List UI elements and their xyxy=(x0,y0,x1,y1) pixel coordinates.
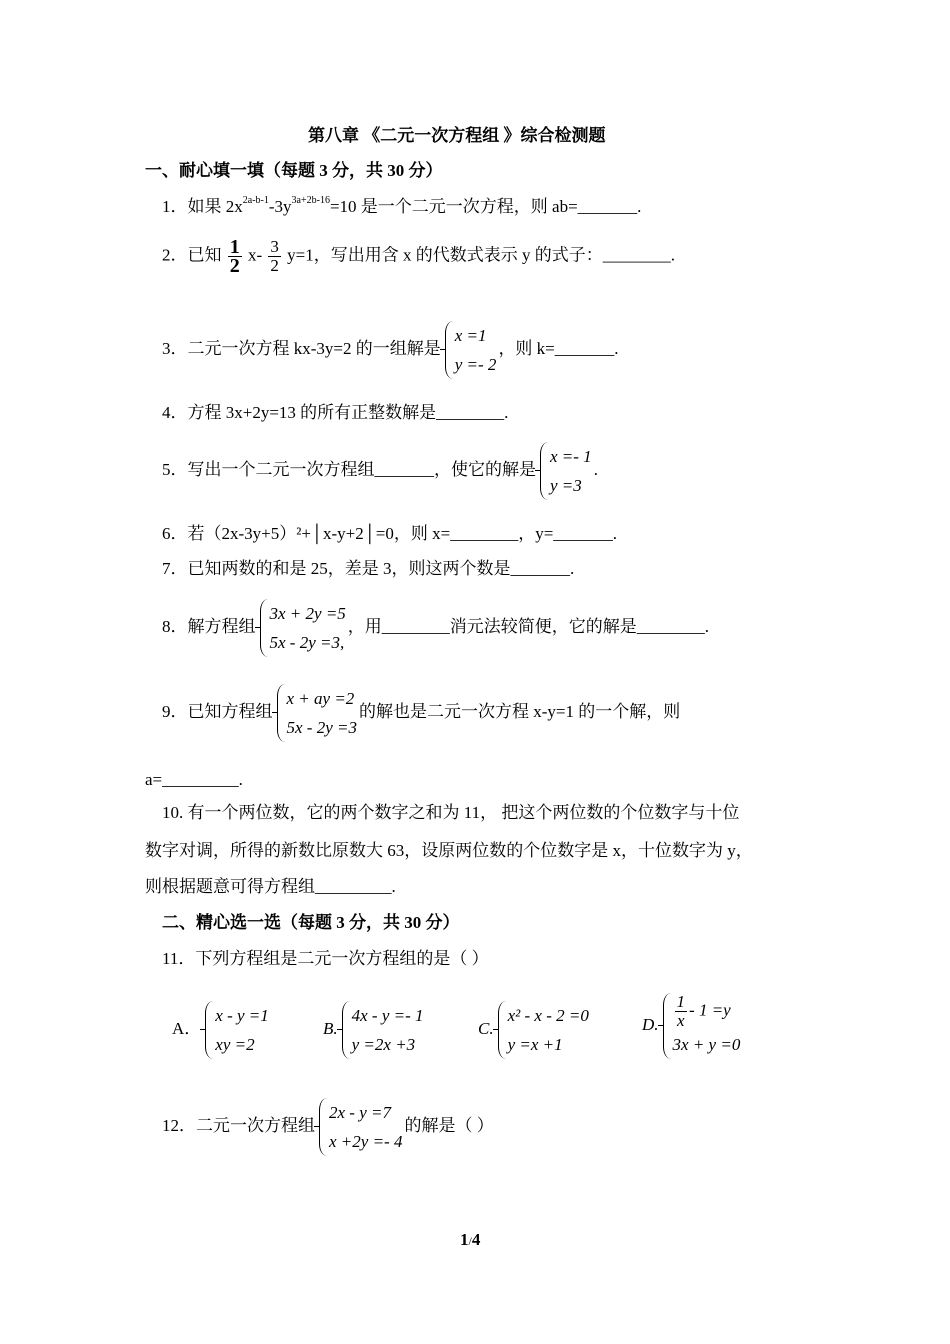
page-title: 第八章 《二元一次方程组 》综合检测题 xyxy=(308,126,606,145)
fraction-three-halves: $\frac{3}{2}$ xyxy=(270,237,279,275)
equation-system: x + ay =2 5x - 2y =3 xyxy=(275,684,357,742)
question-10-line-3: 则根据题意可得方程组_________. xyxy=(145,877,396,896)
question-10-line-1: 10. 有一个两位数，它的两个数字之和为 11， 把这个两位数的个位数字与十位 xyxy=(162,803,740,822)
equation-system: 2x - y =7 x +2y =- 4 xyxy=(317,1098,402,1156)
question-3: 3．二元一次方程 kx-3y=2 的一组解是 x =1 y =- 2 ，则 k=_______. xyxy=(162,321,619,379)
question-4: 4．方程 3x+2y=13 的所有正整数解是________. xyxy=(162,403,509,422)
option-b: B. 4x - y =- 1 y =2x +3 xyxy=(323,1001,426,1059)
equation-system: x =1 y =- 2 xyxy=(443,321,497,379)
question-2: 2．已知 $\frac{1}{2}$ x- $\frac{3}{2}$ y=1，写出用含 x 的代数式表示 y 的式子：________. xyxy=(162,236,676,277)
question-9-answer-line: a=_________. xyxy=(145,770,243,789)
option-a: A． x - y =1 xy =2 xyxy=(172,1001,271,1059)
question-6: 6．若（2x-3y+5）²+│x-y+2│=0，则 x=________，y=_______. xyxy=(162,524,618,543)
equation-system: x =- 1 y =3 xyxy=(538,442,592,500)
question-5: 5．写出一个二元一次方程组_______，使它的解是 x =- 1 y =3 . xyxy=(162,442,598,500)
fraction-one-half: $\frac{1}{2}$ xyxy=(229,236,240,277)
question-8: 8．解方程组 3x + 2y =5 5x - 2y =3, ，用________消元法较简便，它的解是________. xyxy=(162,599,709,657)
section-heading-multiple-choice: 二、精心选一选（每题 3 分，共 30 分） xyxy=(162,913,460,932)
page-number: 1/4 xyxy=(460,1230,481,1249)
equation-system: 3x + 2y =5 5x - 2y =3, xyxy=(258,599,346,657)
question-1: 1．如果 $2x^{2a-b-1}-3y^{3a+2b-16}=10$ 是一个二元一次方程，则 ab=_______. xyxy=(162,195,642,216)
question-12: 12．二元一次方程组 2x - y =7 x +2y =- 4 的解是（ ） xyxy=(162,1098,494,1156)
question-9: 9．已知方程组 x + ay =2 5x - 2y =3 的解也是二元一次方程 x-y=1 的一个解，则 xyxy=(162,684,680,742)
section-heading-fill-in: 一、耐心填一填（每题 3 分，共 30 分） xyxy=(145,161,443,180)
option-d: D. $\frac{1}{x}$ - 1 =y 3x + y =0 xyxy=(642,993,742,1059)
option-c: C. x² - x - 2 =0 y =x +1 xyxy=(478,1001,591,1059)
question-11: 11．下列方程组是二元一次方程组的是（ ） xyxy=(162,949,489,968)
question-10-line-2: 数字对调，所得的新数比原数大 63，设原两位数的个位数字是 x，十位数字为 y， xyxy=(145,841,753,860)
question-7: 7．已知两数的和是 25，差是 3，则这两个数是_______. xyxy=(162,559,575,578)
